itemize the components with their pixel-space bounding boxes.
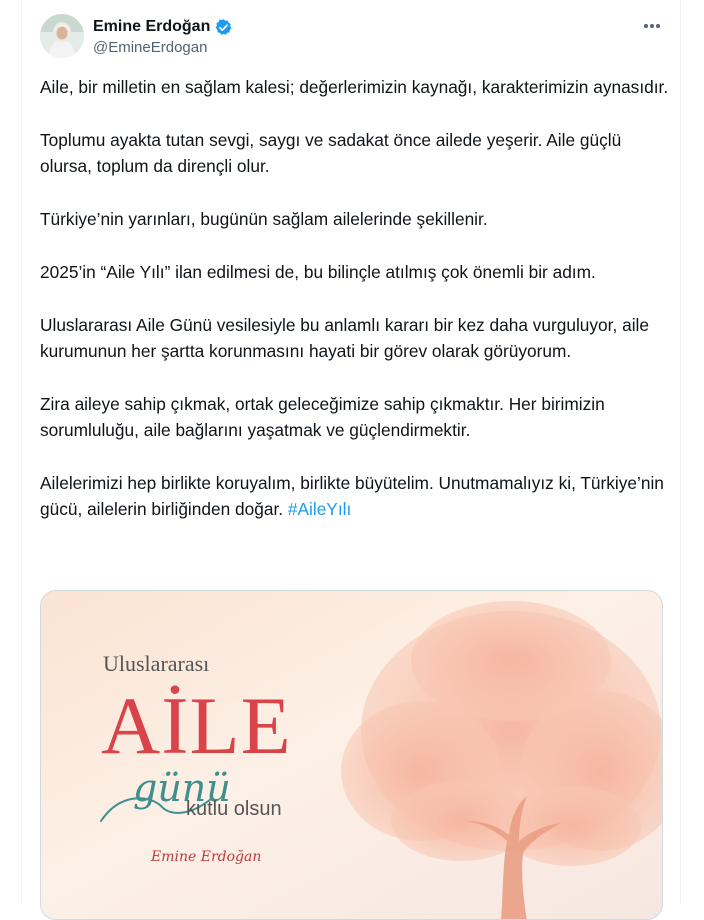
image-signature: Emine Erdoğan — [151, 849, 262, 865]
tweet-text — [40, 74, 670, 523]
author-avatar[interactable] — [40, 14, 84, 58]
image-line2: AİLE — [101, 680, 292, 771]
verified-badge-icon — [214, 18, 233, 37]
avatar-portrait-icon — [40, 14, 84, 58]
tweet-media-image[interactable] — [40, 590, 663, 920]
more-horizontal-icon — [643, 23, 661, 29]
tweet-paragraph: Toplumu ayakta tutan sevgi, saygı ve sadakat önce ailede yeşerir. Aile güçlü olursa, toplum da dirençli olur. — [40, 129, 622, 177]
aile-gunu-card-image — [41, 591, 663, 920]
tweet-paragraph: Uluslararası Aile Günü vesilesiyle bu anlamlı kararı bir kez daha vurguluyor, aile kurumunun her şartta korunmasını hayati bir görev olarak görüyorum. — [40, 314, 649, 361]
author-name[interactable]: Emine Erdoğan — [93, 18, 211, 35]
tweet-paragraph: Ailelerimizi hep birlikte koruyalım, birlikte büyütelim. Unutmamalıyız ki, Türkiye’nin gücü, ailelerin birliğinden doğar. — [40, 473, 664, 520]
more-options-button[interactable] — [640, 16, 664, 36]
image-line4: kutlu olsun — [186, 798, 282, 820]
author-handle[interactable]: @EmineErdogan — [93, 39, 208, 56]
image-line3: günü — [133, 766, 231, 810]
tweet-paragraph: Aile, bir milletin en sağlam kalesi; değerlerimizin kaynağı, karakterimizin aynasıdır. — [40, 77, 669, 97]
image-line1: Uluslararası — [103, 651, 210, 676]
tweet-paragraph: Türkiye’nin yarınları, bugünün sağlam ailelerinde şekillenir. — [40, 209, 488, 229]
tweet-paragraph-last — [40, 470, 670, 523]
tweet-paragraph: 2025’in “Aile Yılı” ilan edilmesi de, bu bilinçle atılmış çok önemli bir adım. — [40, 261, 596, 282]
hashtag-link[interactable]: #AileYılı — [287, 499, 352, 520]
author-name-row[interactable] — [93, 16, 233, 38]
tweet-paragraph: Zira aileye sahip çıkmak, ortak geleceğimize sahip çıkmaktır. Her birimizin sorumluluğu, aile bağlarını yaşatmak ve güçlendirmektir. — [40, 393, 605, 441]
